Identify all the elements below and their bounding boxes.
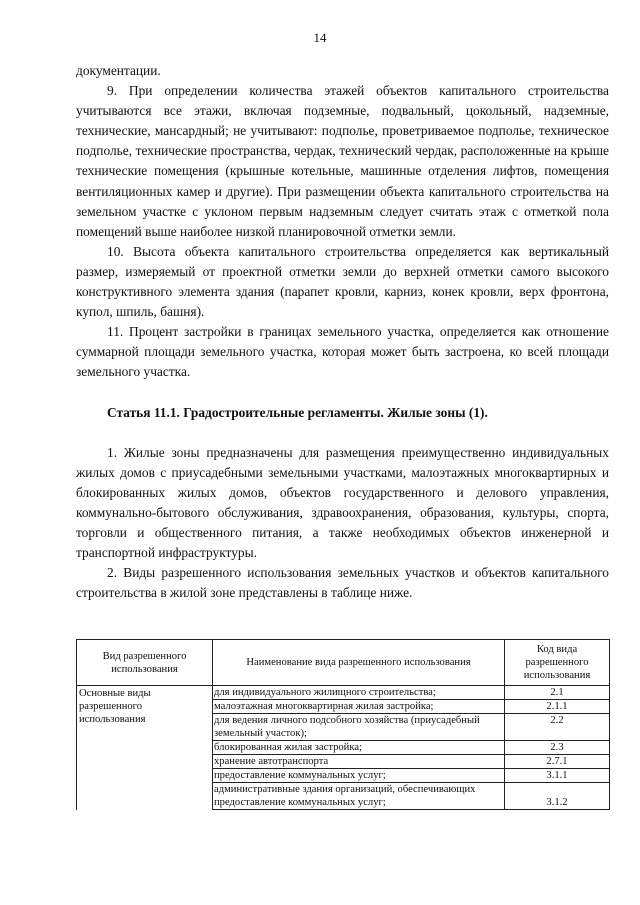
use-code-cell: 2.3 bbox=[505, 741, 610, 755]
use-code-cell: 2.1 bbox=[505, 686, 610, 700]
header-use-name: Наименование вида разрешенного использования bbox=[213, 640, 505, 686]
use-name-cell: блокированная жилая застройка; bbox=[213, 741, 505, 755]
paragraph-11: 11. Процент застройки в границах земельного участка, определяется как отношение суммарной площади земельного участка, которая может быть застроена, ко всей площади земельного участка. bbox=[76, 324, 609, 380]
header-use-code: Код вида разрешенного использования bbox=[505, 640, 610, 686]
use-name-cell: для ведения личного подсобного хозяйства (приусадебный земельный участок); bbox=[213, 714, 505, 741]
use-code-cell: 2.7.1 bbox=[505, 755, 610, 769]
use-name-cell: малоэтажная многоквартирная жилая застройка; bbox=[213, 700, 505, 714]
use-name-cell: хранение автотранспорта bbox=[213, 755, 505, 769]
table-header-row bbox=[77, 640, 610, 686]
paragraph-9: 9. При определении количества этажей объектов капитального строительства учитываются все этажи, включая подземные, подвальный, цокольный, надземные, технические, мансардный; не учитывают: подполье, проветриваемое подполье, техническое подполье, технические пространства, чердак, технический чердак, расположенные на крыше технические помещения (крышные котельные, машинные отделения лифтов, помещения вентиляционных камер и другие). При размещении объекта капитального строительства на земельном участке с уклоном первым надземным следует считать этаж с отметкой пола помещений выше наиболее низкой планировочной отметки земли. bbox=[76, 83, 609, 239]
use-name-cell: административные здания организаций, обеспечивающих предоставление коммунальных услуг; bbox=[213, 783, 505, 810]
article-heading: Статья 11.1. Градостроительные регламенты. Жилые зоны (1). bbox=[107, 404, 488, 420]
table-row bbox=[77, 686, 610, 700]
use-name-cell: для индивидуального жилищного строительства; bbox=[213, 686, 505, 700]
paragraph-1: 1. Жилые зоны предназначены для размещения преимущественно индивидуальных жилых домов с приусадебными земельными участками, малоэтажных многоквартирных и блокированных жилых домов, объектов государственного и делового управления, коммунально-бытового обслуживания, здравоохранения, образования, культуры, спорта, торговли и общественного питания, а также необходимых объектов инженерной и транспортной инфраструктуры. bbox=[76, 444, 609, 561]
use-code-cell: 3.1.2 bbox=[505, 783, 610, 810]
document-body bbox=[76, 61, 609, 603]
category-cell: Основные виды разрешенного использования bbox=[77, 686, 213, 810]
use-code-cell: 2.1.1 bbox=[505, 700, 610, 714]
paragraph-10: 10. Высота объекта капитального строительства определяется как вертикальный размер, измеряемый от проектной отметки земли до верхней отметки самого высокого конструктивного элемента здания (парапет кровли, карниз, конек кровли, верх фронтона, купол, шпиль, башня). bbox=[76, 243, 609, 320]
page-number: 14 bbox=[313, 30, 327, 45]
use-code-cell: 2.2 bbox=[505, 714, 610, 741]
paragraph-2: 2. Виды разрешенного использования земельных участков и объектов капитального строительства в жилой зоне представлены в таблице ниже. bbox=[76, 565, 609, 601]
paragraph-continuation: документации. bbox=[76, 63, 161, 78]
land-use-table bbox=[76, 639, 610, 810]
use-name-cell: предоставление коммунальных услуг; bbox=[213, 769, 505, 783]
header-use-type: Вид разрешенного использования bbox=[77, 640, 213, 686]
use-code-cell: 3.1.1 bbox=[505, 769, 610, 783]
